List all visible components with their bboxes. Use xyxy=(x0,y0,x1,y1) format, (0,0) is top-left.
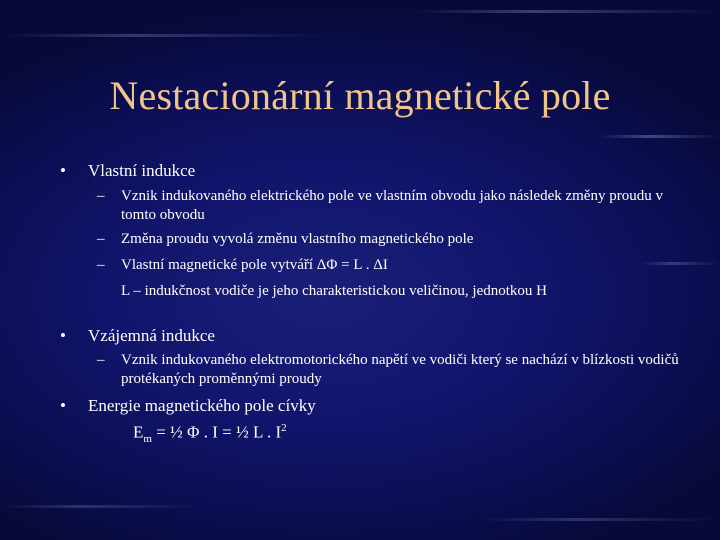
bullet-self-induction xyxy=(60,161,195,181)
dash: – xyxy=(97,352,105,368)
inductance-note: L – indukčnost vodiče je jeho charakteristickou veličinou, jednotkou H xyxy=(121,283,547,299)
bullet-text: Vzájemná indukce xyxy=(88,326,215,345)
subitem xyxy=(97,187,681,225)
formula-lhs: E xyxy=(133,422,144,442)
bullet-text: Energie magnetického pole cívky xyxy=(88,396,316,415)
slide-title: Nestacionární magnetické pole xyxy=(109,73,611,118)
bullet-dot: • xyxy=(60,326,66,345)
subitem-text: Vznik indukovaného elektromotorického napětí ve vodiči který se nachází v blízkosti vodičů protékaných proměnnými proudy xyxy=(121,352,679,387)
subitem-text: Vlastní magnetické pole vytváří ΔΦ = L . ΔI xyxy=(121,257,388,273)
bullet-dot: • xyxy=(60,396,66,415)
subitem xyxy=(97,351,681,389)
subitem xyxy=(97,230,681,249)
bullet-dot: • xyxy=(60,161,66,180)
subitem xyxy=(97,256,681,275)
energy-formula xyxy=(133,422,287,445)
bullet-coil-energy xyxy=(60,396,316,416)
formula-lhs-sub: m xyxy=(143,433,152,446)
formula-rhs-sup: 2 xyxy=(281,422,287,434)
bullet-text: Vlastní indukce xyxy=(88,161,196,180)
subitem-text: Vznik indukovaného elektrického pole ve vlastním obvodu jako následek změny proudu v tomto obvodu xyxy=(121,188,663,223)
dash: – xyxy=(97,188,105,204)
dash: – xyxy=(97,257,105,273)
subitem-text: Změna proudu vyvolá změnu vlastního magnetického pole xyxy=(121,231,474,247)
formula-rhs: = ½ Φ . I = ½ L . I xyxy=(151,422,282,442)
bullet-mutual-induction xyxy=(60,326,215,346)
dash: – xyxy=(97,231,105,247)
